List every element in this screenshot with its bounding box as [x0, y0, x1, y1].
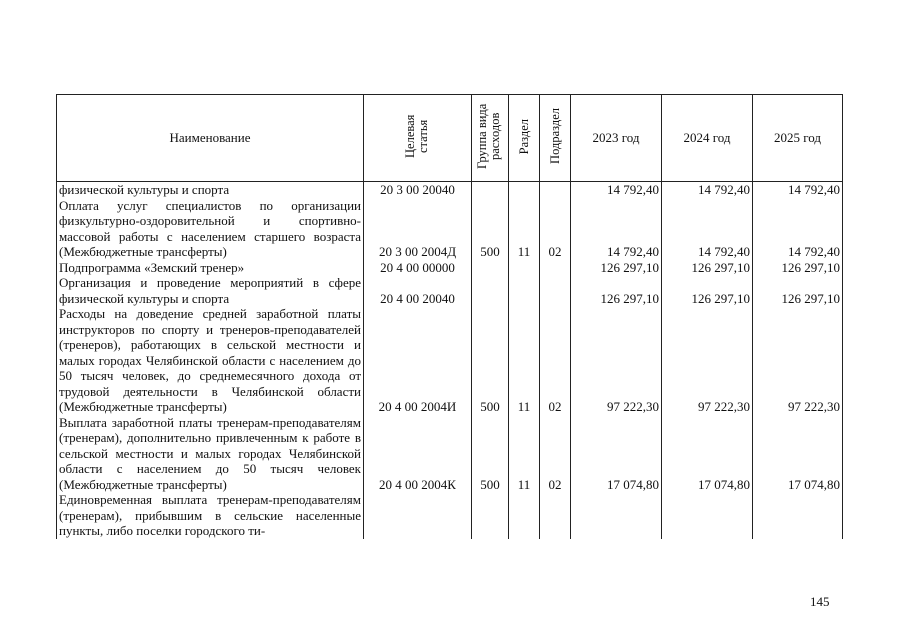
- row-2025: 17 074,80: [753, 415, 843, 493]
- row-code: 20 4 00 20040: [364, 275, 472, 306]
- row-subsection: [540, 260, 571, 276]
- row-subsection: 02: [540, 198, 571, 260]
- row-code: 20 4 00 00000: [364, 260, 472, 276]
- row-name: Оплата услуг специалистов по организации физкультурно-оздоровительной и спортивно-массовой работы с населением старшего возраста (Межбюджетные трансферты): [57, 198, 364, 260]
- row-section: [509, 260, 540, 276]
- row-code: 20 4 00 2004К: [364, 415, 472, 493]
- row-2025: 126 297,10: [753, 275, 843, 306]
- row-group: [472, 182, 509, 198]
- row-2025: 126 297,10: [753, 260, 843, 276]
- header-target: Целевая статья: [364, 95, 472, 182]
- row-name: Расходы на доведение средней заработной платы инструкторов по спорту и тренеров-преподавателей (тренеров), работающих в сельской местности и малых городах Челябинской области с населением до 50 тысяч человек, до среднемесячного дохода от трудовой деятельности в Челябинской области (Межбюджетные трансферты): [57, 306, 364, 415]
- row-code: [364, 492, 472, 539]
- table-row: [57, 492, 843, 539]
- row-2025: [753, 492, 843, 539]
- row-subsection: [540, 492, 571, 539]
- row-group: [472, 275, 509, 306]
- row-name: Организация и проведение мероприятий в сфере физической культуры и спорта: [57, 275, 364, 306]
- row-2024: 97 222,30: [662, 306, 753, 415]
- row-2025: 97 222,30: [753, 306, 843, 415]
- header-2023: 2023 год: [571, 95, 662, 182]
- header-subsection: Подраздел: [540, 95, 571, 182]
- header-section: Раздел: [509, 95, 540, 182]
- budget-table: [56, 94, 843, 539]
- row-2024: 14 792,40: [662, 182, 753, 198]
- table-body: [57, 182, 843, 539]
- table-header: [57, 95, 843, 182]
- row-group: 500: [472, 198, 509, 260]
- row-group: 500: [472, 415, 509, 493]
- row-subsection: [540, 182, 571, 198]
- row-2024: 17 074,80: [662, 415, 753, 493]
- header-2024: 2024 год: [662, 95, 753, 182]
- row-group: [472, 260, 509, 276]
- row-code: 20 4 00 2004И: [364, 306, 472, 415]
- row-2023: 17 074,80: [571, 415, 662, 493]
- row-2025: 14 792,40: [753, 182, 843, 198]
- table-row: [57, 275, 843, 306]
- row-2024: 126 297,10: [662, 260, 753, 276]
- row-subsection: 02: [540, 415, 571, 493]
- row-2023: [571, 492, 662, 539]
- row-subsection: 02: [540, 306, 571, 415]
- row-section: [509, 492, 540, 539]
- row-2023: 14 792,40: [571, 198, 662, 260]
- row-2025: 14 792,40: [753, 198, 843, 260]
- table-row: [57, 415, 843, 493]
- page-number: 145: [810, 594, 830, 609]
- row-section: 11: [509, 415, 540, 493]
- row-2023: 126 297,10: [571, 275, 662, 306]
- table-row: [57, 198, 843, 260]
- row-2023: 14 792,40: [571, 182, 662, 198]
- row-section: 11: [509, 198, 540, 260]
- row-2023: 97 222,30: [571, 306, 662, 415]
- row-group: 500: [472, 306, 509, 415]
- row-name: Подпрограмма «Земский тренер»: [57, 260, 364, 276]
- row-name: Единовременная выплата тренерам-преподавателям (тренерам), прибывшим в сельские населенные пункты, либо поселки городского ти-: [57, 492, 364, 539]
- header-group: Группа вида расходов: [472, 95, 509, 182]
- header-name: Наименование: [57, 95, 364, 182]
- table-row: [57, 182, 843, 198]
- row-2024: 14 792,40: [662, 198, 753, 260]
- row-subsection: [540, 275, 571, 306]
- row-name: Выплата заработной платы тренерам-преподавателям (тренерам), дополнительно привлеченным к работе в сельской местности и малых городах Челябинской области с населением до 50 тысяч человек (Межбюджетные трансферты): [57, 415, 364, 493]
- row-2023: 126 297,10: [571, 260, 662, 276]
- header-2025: 2025 год: [753, 95, 843, 182]
- row-2024: 126 297,10: [662, 275, 753, 306]
- row-2024: [662, 492, 753, 539]
- row-section: 11: [509, 306, 540, 415]
- row-code: 20 3 00 20040: [364, 182, 472, 198]
- row-section: [509, 182, 540, 198]
- row-group: [472, 492, 509, 539]
- row-section: [509, 275, 540, 306]
- table-row: [57, 306, 843, 415]
- row-name: физической культуры и спорта: [57, 182, 364, 198]
- table-row: [57, 260, 843, 276]
- row-code: 20 3 00 2004Д: [364, 198, 472, 260]
